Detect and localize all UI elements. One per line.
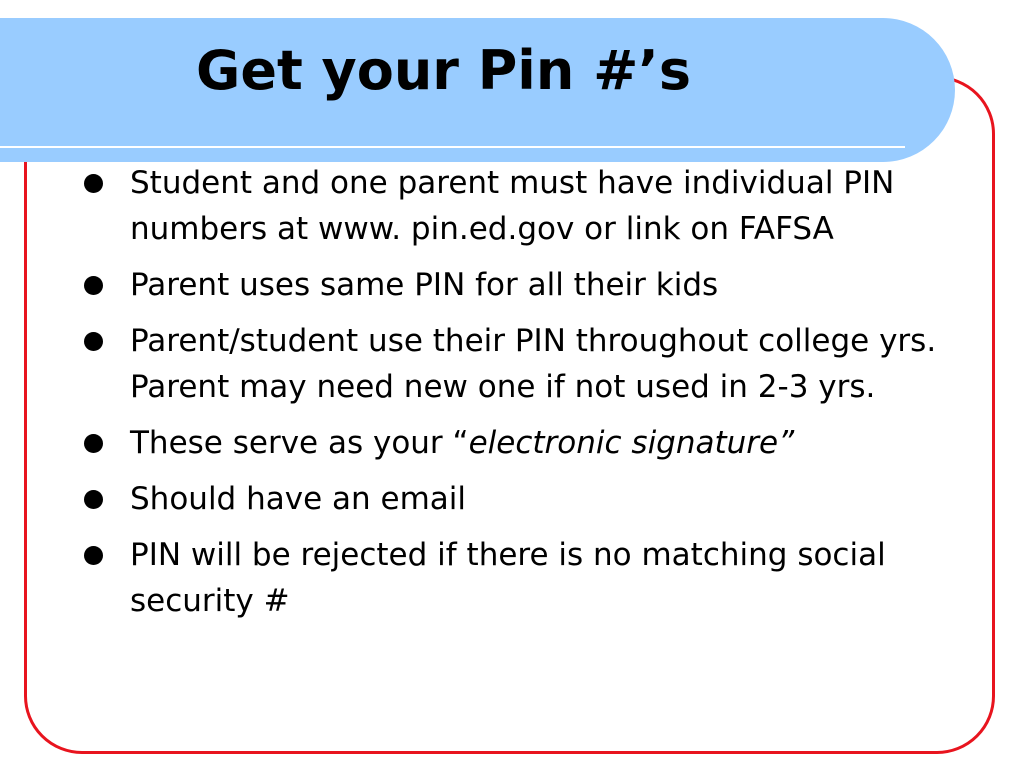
bullet-icon (84, 276, 103, 295)
bullet-icon (84, 546, 103, 565)
bullet-text: Parent/student use their PIN throughout college yrs. Parent may need new one if not used in 2-3 yrs. (130, 323, 937, 405)
bullet-icon (84, 434, 103, 453)
bullet-text: These serve as your “ (130, 425, 469, 461)
bullet-icon (84, 490, 103, 509)
bullet-item-ssn-match (84, 532, 954, 624)
bullet-icon (84, 332, 103, 351)
slide-title: Get your Pin #’s (196, 39, 691, 102)
bullet-text: Should have an email (130, 481, 466, 517)
bullet-list (84, 160, 954, 634)
title-divider (0, 146, 905, 148)
bullet-icon (84, 174, 103, 193)
bullet-text-italic: electronic signature” (468, 425, 795, 461)
bullet-item-electronic-signature (84, 420, 954, 466)
bullet-text: Parent uses same PIN for all their kids (130, 267, 719, 303)
bullet-item-parent-same-pin (84, 262, 954, 308)
bullet-text: PIN will be rejected if there is no matching social security # (130, 537, 886, 619)
bullet-text: Student and one parent must have individual PIN numbers at www. pin.ed.gov or link on FAFSA (130, 165, 895, 247)
bullet-item-pin-numbers (84, 160, 954, 252)
bullet-item-email (84, 476, 954, 522)
bullet-item-pin-throughout-college (84, 318, 954, 410)
